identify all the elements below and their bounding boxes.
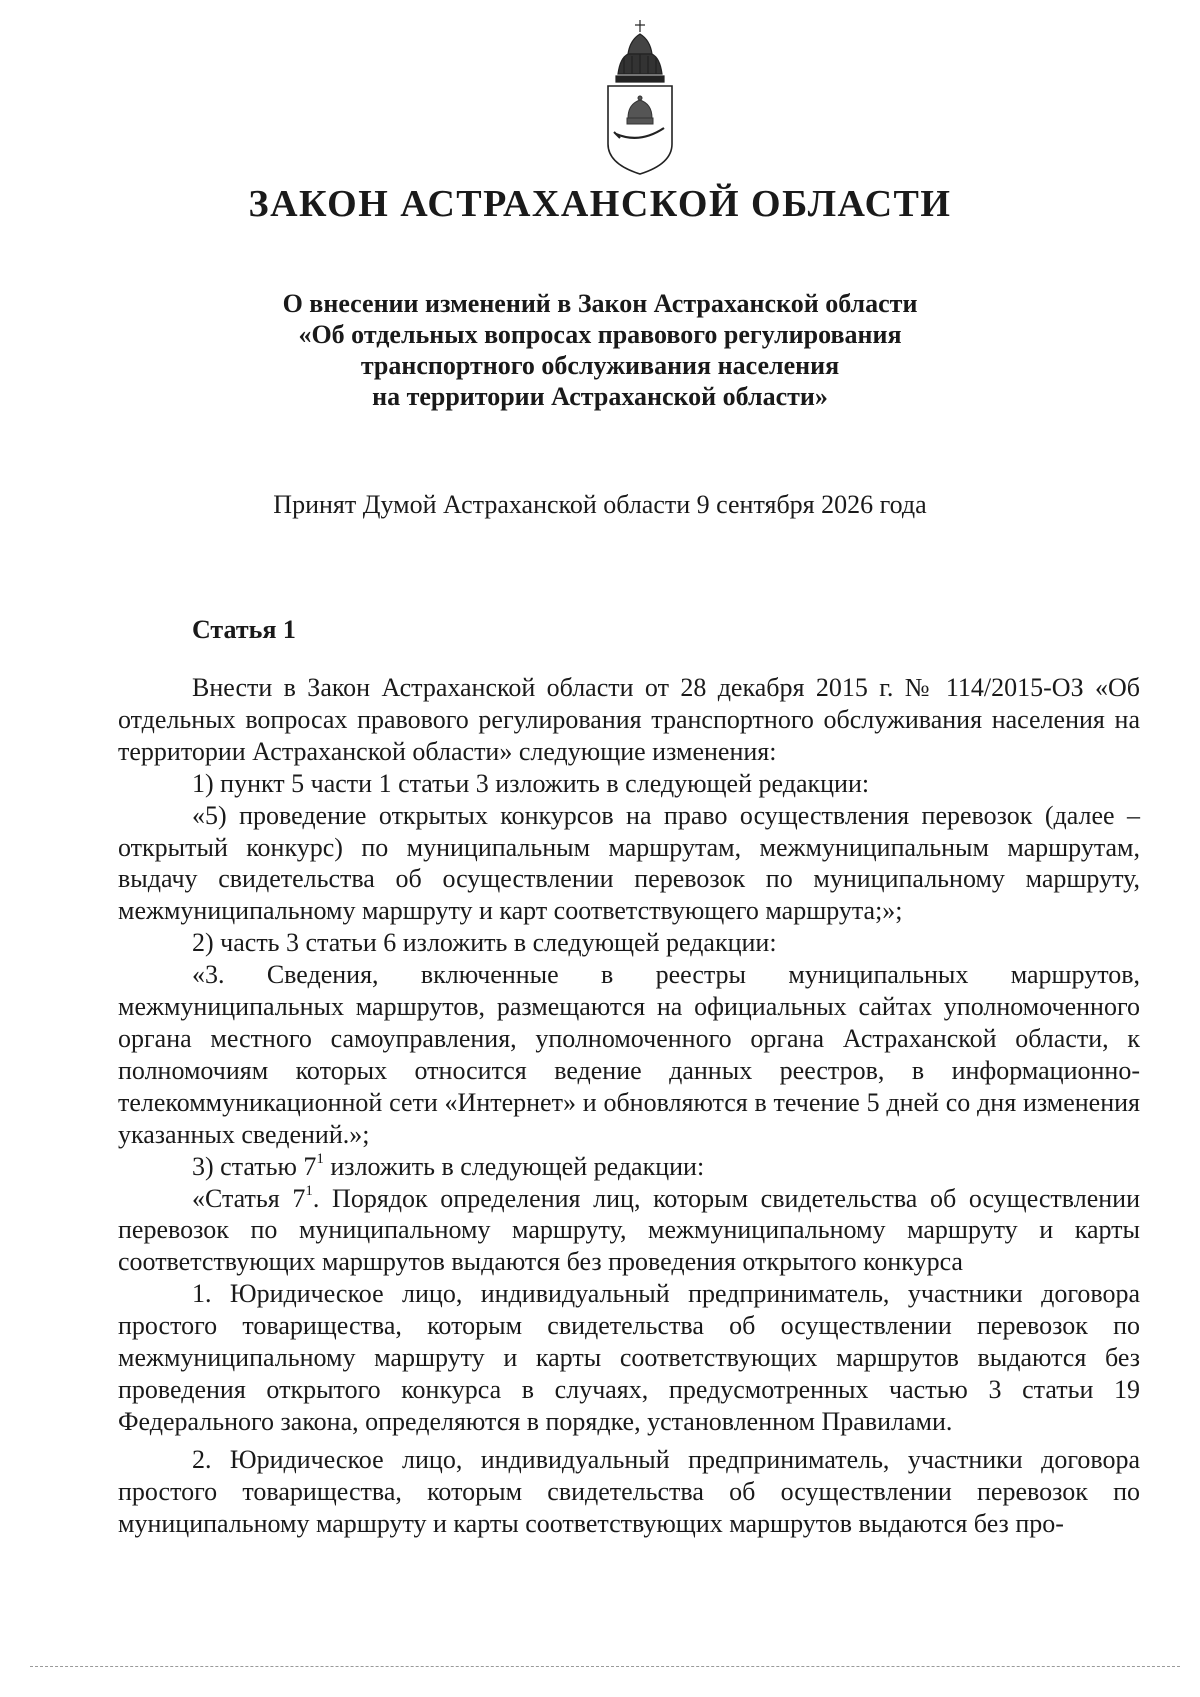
paragraph: [118, 1183, 1140, 1279]
law-title: ЗАКОН АСТРАХАНСКОЙ ОБЛАСТИ: [248, 183, 952, 225]
paragraph: [118, 1151, 1140, 1183]
subtitle-line: на территории Астраханской области»: [372, 382, 828, 411]
astrakhan-coat-of-arms-icon: [598, 18, 682, 176]
paragraph: «3. Сведения, включенные в реестры муниципальных маршрутов, межмуниципальных маршрутов, размещаются на официальных сайтах уполномоченного органа местного самоуправления, уполномоченного органа Астраханской области, к полномочиям которых относится ведение данных реестров, в информационно-телекоммуникационной сети «Интернет» и обновляются в течение 5 дней со дня изменения указанных сведений.»;: [118, 960, 1140, 1149]
subtitle-line: транспортного обслуживания населения: [360, 351, 840, 380]
page-bottom-rule: [30, 1666, 1180, 1667]
paragraph: 2. Юридическое лицо, индивидуальный предприниматель, участники договора простого товарищества, которым свидетельства об осуществлении перевозок по муниципальному маршруту и карты соответствующих маршрутов выдаются без про-: [118, 1444, 1140, 1538]
article-heading: Статья 1: [192, 615, 296, 644]
paragraph-text: . Порядок определения лиц, которым свидетельства об осуществлении перевозок по муниципальному маршруту, межмуниципальному маршруту и карты соответствующих маршрутов выдаются без проведения открытого конкурса: [118, 1183, 1140, 1277]
subtitle-line: О внесении изменений в Закон Астраханской области: [282, 289, 918, 318]
paragraph-text: изложить в следующей редакции:: [323, 1151, 705, 1181]
adoption-date: Принят Думой Астраханской области 9 сентября 2026 года: [273, 490, 927, 519]
superscript: 1: [316, 1150, 324, 1167]
paragraph-text: «Статья 7: [192, 1183, 306, 1213]
paragraph: 2) часть 3 статьи 6 изложить в следующей редакции:: [192, 928, 777, 958]
subtitle-line: «Об отдельных вопросах правового регулирования: [298, 320, 902, 349]
paragraph: Внести в Закон Астраханской области от 28 декабря 2015 г. № 114/2015-ОЗ «Об отдельных вопросах правового регулирования транспортного обслуживания населения на территории Астраханской области» следующие изменения:: [118, 673, 1140, 766]
article-body: [118, 672, 1140, 1539]
paragraph-text: 3) статью 7: [192, 1151, 317, 1181]
law-subtitle: [200, 288, 1000, 412]
superscript: 1: [305, 1182, 313, 1199]
paragraph: 1. Юридическое лицо, индивидуальный предприниматель, участники договора простого товарищества, которым свидетельства об осуществлении перевозок по межмуниципальному маршруту и карты соответствующих маршрутов выдаются без проведения открытого конкурса в случаях, предусмотренных частью 3 статьи 19 Федерального закона, определяются в порядке, установленном Правилами.: [118, 1279, 1140, 1436]
paragraph: «5) проведение открытых конкурсов на право осуществления перевозок (далее – открытый конкурс) по муниципальным маршрутам, межмуниципальным маршрутам, выдачу свидетельства об осуществлении перевозок по муниципальному маршруту, межмуниципальному маршруту и карт соответствующего маршрута;»;: [118, 800, 1140, 926]
paragraph: 1) пункт 5 части 1 статьи 3 изложить в следующей редакции:: [192, 768, 870, 798]
